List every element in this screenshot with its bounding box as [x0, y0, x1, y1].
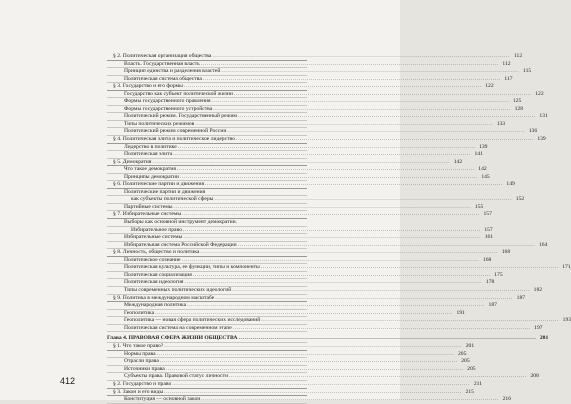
toc-entry-title: Избирательная система Российской Федерации [124, 241, 237, 248]
toc-entry-title: как субъекты политической сферы [131, 196, 214, 203]
toc-entry-title: § 2. Политическая организация общества [113, 53, 212, 59]
toc-entry-page: 152 [515, 196, 525, 203]
dot-leader [232, 287, 530, 294]
toc-entry-title: Выборы как основной инструмент демократии. [124, 219, 237, 226]
toc-entry [107, 181, 515, 189]
dot-leader [173, 151, 471, 158]
dot-leader [261, 264, 559, 271]
dot-leader [229, 373, 527, 380]
dot-leader [193, 272, 491, 279]
dot-leader [215, 295, 513, 302]
dot-leader [227, 128, 525, 135]
dot-leader [214, 196, 512, 203]
dot-leader [157, 351, 455, 358]
toc-entry-page: 139 [479, 143, 488, 150]
dot-leader [164, 389, 462, 396]
toc-entry [107, 83, 494, 91]
dot-leader [212, 98, 510, 105]
toc-entry-page: 141 [474, 151, 483, 158]
toc-entry-page: 187 [516, 294, 526, 301]
toc-entry-title: Отрасли права [124, 358, 159, 365]
toc-entry-page: 215 [465, 388, 474, 395]
dot-leader [200, 249, 498, 256]
toc-entry [107, 136, 546, 144]
toc-entry-page: 115 [523, 68, 532, 75]
toc-entry [107, 166, 487, 174]
toc-entry-title: § 2. Государство и право [113, 380, 172, 387]
dot-leader [213, 106, 511, 113]
toc-entry [107, 196, 525, 204]
toc-entry-page: 139 [537, 136, 546, 143]
toc-entry-title: Лидерство в политике [124, 143, 177, 150]
toc-entry-page: 142 [478, 166, 487, 173]
toc-entry-page: 175 [494, 271, 503, 278]
toc-entry-page: 149 [506, 181, 515, 188]
toc-entry [107, 309, 465, 318]
toc-entry-page: 211 [473, 380, 483, 387]
toc-entry [107, 317, 571, 325]
toc-entry-page: 182 [533, 286, 543, 293]
toc-entry-page: 171 [562, 264, 571, 271]
dot-leader [180, 174, 478, 181]
toc-entry [107, 249, 511, 257]
toc-entry [107, 158, 463, 167]
toc-entry-page: 216 [502, 396, 512, 403]
dot-leader [233, 325, 531, 332]
dot-leader [160, 358, 458, 365]
dot-leader [164, 343, 462, 350]
table-of-contents [107, 53, 571, 404]
toc-entry-page: 187 [488, 302, 497, 309]
toc-entry [107, 302, 497, 310]
toc-entry-title: Конституция — основной закон [124, 396, 201, 403]
toc-entry-title: Избирательные системы [124, 234, 183, 241]
toc-entry-title: § 4. Политическая элита и политическое лидерство [113, 136, 235, 143]
toc-entry-title: Геополитика — новая сфера политических исследований [124, 317, 261, 324]
toc-entry [107, 219, 307, 227]
toc-entry-page: 205 [467, 365, 476, 372]
dot-leader [236, 136, 534, 143]
toc-entry [107, 53, 523, 61]
toc-entry-page: 178 [485, 279, 495, 286]
toc-entry-title: Политическая социализация [124, 271, 192, 278]
dot-leader [184, 83, 482, 90]
toc-entry-title: Политическая система общества [124, 75, 202, 82]
toc-entry [107, 113, 548, 121]
toc-entry-page: 164 [538, 241, 548, 248]
dot-leader [183, 234, 481, 241]
toc-entry-title: § 6. Политические партии и движения [113, 181, 205, 188]
toc-entry-title: Партийные системы [124, 203, 173, 210]
toc-entry-title: Принцип единства и разделения властей [124, 68, 221, 75]
dot-leader [172, 381, 470, 388]
toc-entry-title: Избирательное право [131, 226, 182, 233]
dot-leader [201, 396, 499, 403]
toc-entry-page: 131 [539, 113, 548, 120]
toc-entry-title: Международная политика [124, 302, 187, 309]
toc-entry-page: 168 [482, 256, 492, 263]
toc-entry-page: 136 [528, 128, 538, 135]
toc-entry [107, 380, 483, 389]
dot-leader [205, 181, 503, 188]
dot-leader [238, 335, 536, 342]
toc-entry-page: 197 [534, 324, 543, 331]
dot-leader [185, 279, 483, 286]
toc-entry-title: Типы политических режимов [124, 120, 195, 127]
toc-entry-title: Формы государственного правления [124, 98, 211, 105]
toc-entry-title: Власть. Государственная власть [124, 60, 200, 67]
toc-entry [107, 173, 490, 182]
toc-entry-page: 145 [481, 173, 490, 180]
toc-entry [107, 396, 512, 404]
toc-entry-page: 142 [453, 158, 463, 165]
toc-entry-page: 205 [461, 358, 470, 365]
dot-leader [152, 159, 450, 166]
toc-entry-title: Нормы права [124, 350, 156, 357]
toc-entry-title: Глава 4. ПРАВОВАЯ СФЕРА ЖИЗНИ ОБЩЕСТВА [107, 335, 238, 342]
toc-entry-title: § 1. Что такое право? [113, 343, 164, 350]
toc-entry-page: 201 [465, 343, 475, 350]
toc-entry-page: 155 [474, 203, 484, 210]
dot-leader [195, 121, 493, 128]
toc-entry-title: Субъекты права. Правовой статус личности [124, 373, 229, 380]
toc-entry-page: 191 [456, 309, 465, 316]
toc-entry-page: 122 [535, 90, 544, 97]
dot-leader [178, 144, 476, 151]
toc-entry [107, 226, 493, 235]
toc-entry [107, 294, 526, 303]
dot-leader [182, 211, 480, 218]
toc-entry-title: Политическая система на современном этапе [124, 324, 232, 331]
toc-entry-page: 112 [502, 60, 511, 67]
toc-entry [107, 234, 494, 242]
toc-entry-title: § 5. Демократия [113, 158, 152, 165]
toc-entry-title: Геополитика [124, 309, 155, 316]
dot-leader [212, 53, 510, 60]
toc-entry [107, 279, 495, 287]
toc-entry-title: Формы государственного устройства [124, 105, 213, 112]
dot-leader [203, 76, 501, 83]
toc-entry-title: § 3. Закон и его виды [113, 388, 164, 395]
toc-entry [107, 286, 543, 295]
dot-leader [182, 257, 480, 264]
page-number: 412 [60, 376, 76, 386]
toc-entry [107, 343, 475, 351]
toc-entry-title: Политические партии и движения [124, 188, 206, 195]
toc-entry [107, 90, 544, 99]
toc-entry [107, 151, 483, 159]
toc-entry [107, 350, 467, 359]
toc-entry-title: Принципы демократии [124, 173, 179, 180]
dot-leader [187, 302, 485, 309]
dot-leader [201, 61, 499, 68]
toc-entry [107, 358, 470, 366]
toc-entry [107, 128, 538, 136]
dot-leader [238, 242, 536, 249]
toc-entry-title: Политическая идеология [124, 279, 184, 286]
toc-entry-title: Источники права [124, 365, 165, 372]
toc-entry-page: 125 [512, 98, 522, 105]
toc-entry [107, 143, 488, 152]
toc-entry [107, 388, 474, 397]
toc-entry [107, 264, 571, 272]
toc-entry-title: § 3. Государство и его формы [113, 83, 183, 90]
toc-entry-page: 208 [530, 373, 539, 380]
toc-entry-page: 117 [504, 75, 513, 82]
toc-entry-page: 122 [485, 83, 494, 90]
dot-leader [234, 91, 532, 98]
toc-entry-page: 201 [539, 335, 549, 342]
dot-leader [174, 204, 472, 211]
toc-entry-title: Типы современных политических идеологий [124, 286, 232, 293]
toc-entry-title: Политический режим современной России [124, 128, 227, 135]
toc-entry-title: § 7. Избирательные системы [113, 211, 182, 218]
toc-entry-title: Что такое демократия [124, 166, 176, 173]
toc-entry-title: Политическая культура, ее функции, типы и компоненты [124, 264, 260, 271]
toc-entry [107, 271, 503, 280]
dot-leader [221, 68, 519, 75]
toc-entry [107, 211, 492, 219]
toc-entry-title: § 9. Политика в международном масштабе [113, 294, 215, 301]
dot-leader [261, 317, 559, 324]
dot-leader [183, 227, 481, 234]
dot-leader [166, 366, 464, 373]
toc-entry-page: 157 [484, 226, 493, 233]
toc-entry-page: 128 [514, 105, 523, 112]
toc-entry-title: Политическое сознание [124, 256, 181, 263]
toc-entry-page: 133 [496, 120, 506, 127]
toc-entry [107, 68, 532, 76]
toc-entry-title: Политическая элита [124, 151, 173, 158]
dot-leader [155, 310, 453, 317]
toc-entry [107, 373, 539, 381]
toc-entry [107, 324, 543, 333]
dot-leader [177, 166, 475, 173]
dot-leader [238, 113, 536, 120]
toc-entry-page: 157 [483, 211, 492, 218]
toc-entry-title: Политический режим. Государственный режим [124, 113, 237, 120]
chapter-heading [107, 335, 549, 343]
toc-entry-page: 112 [513, 53, 523, 59]
toc-entry-title: Государство как субъект политической жизни [124, 90, 233, 97]
toc-entry-page: 205 [457, 350, 467, 357]
toc-entry [107, 98, 522, 106]
toc-entry [107, 60, 511, 69]
toc-entry-page: 193 [562, 317, 571, 324]
toc-entry-page: 168 [501, 249, 511, 256]
toc-entry-title: § 8. Личность, общество и политика [113, 249, 200, 256]
toc-entry-page: 161 [484, 234, 494, 241]
